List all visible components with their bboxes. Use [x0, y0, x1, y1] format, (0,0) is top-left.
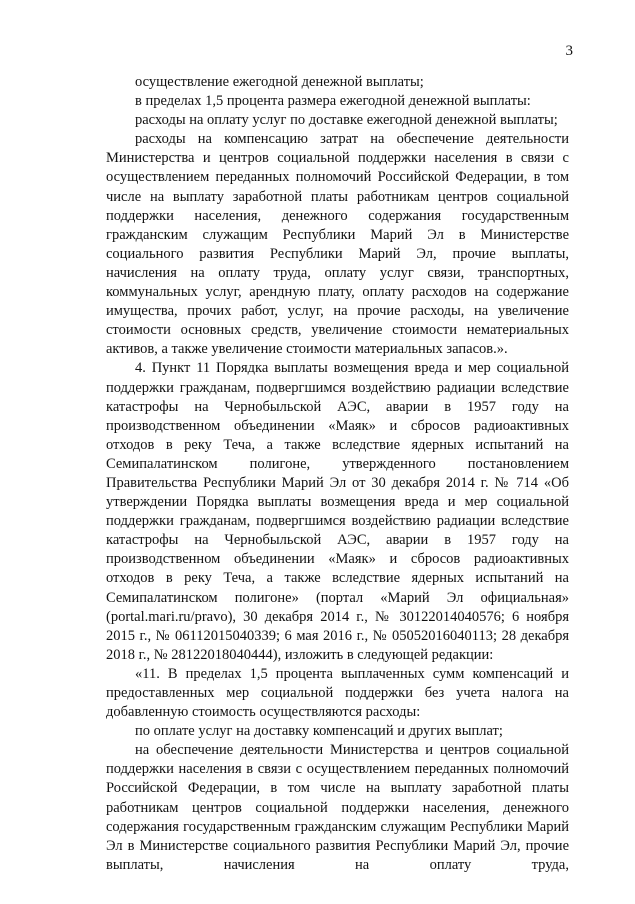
paragraph: расходы на компенсацию затрат на обеспечение деятельности Министерства и центров социальной поддержки населения в связи с осуществлением переданных полномочий Российской Федерации, в том числе на выплату заработной платы работникам центров социальной поддержки населения, денежного содержания государственным гражданским служащим Республики Марий Эл в Министерстве социального развития Республики Марий Эл, прочие выплаты, начисления на оплату труда, оплату услуг связи, транспортных, коммунальных услуг, арендную плату, оплату расходов на содержание имущества, прочих работ, услуг, на прочие расходы, на увеличение стоимости основных средств, увеличение стоимости нематериальных активов, а также увеличение стоимости материальных запасов.».	[106, 131, 569, 358]
paragraph: расходы на оплату услуг по доставке ежегодной денежной выплаты;	[135, 112, 558, 129]
paragraph-amendment-item-4: 4. Пункт 11 Порядка выплаты возмещения вреда и мер социальной поддержки гражданам, подвергшимся воздействию радиации вследствие катастрофы на Чернобыльской АЭС, аварии в 1957 году на производственном объединении «Маяк» и сбросов радиоактивных отходов в реку Теча, а также вследствие ядерных испытаний на Семипалатинском полигоне, утвержденного постановлением Правительства Республики Марий Эл от 30 декабря 2014 г. № 714 «Об утверждении Порядка выплаты возмещения вреда и мер социальной поддержки гражданам, подвергшимся воздействию радиации вследствие катастрофы на Чернобыльской АЭС, аварии в 1957 году на производственном объединении «Маяк» и сбросов радиоактивных отходов в реку Теча, а также вследствие ядерных испытаний на Семипалатинском полигоне» (портал «Марий Эл официальная» (portal.mari.ru/pravo), 30 декабря 2014 г., № 30122014040576; 6 ноября 2015 г., № 06112015040339; 6 мая 2016 г., № 05052016040113; 28 декабря 2018 г., № 28122018040444), изложить в следующей редакции:	[106, 360, 569, 663]
paragraph: осуществление ежегодной денежной выплаты;	[135, 74, 424, 90]
paragraph: в пределах 1,5 процента размера ежегодной денежной выплаты:	[135, 93, 531, 110]
paragraph: по оплате услуг на доставку компенсаций и других выплат;	[135, 723, 503, 740]
document-body	[106, 73, 569, 875]
page-number: 3	[565, 43, 573, 59]
paragraph-new-item-11: «11. В пределах 1,5 процента выплаченных сумм компенсаций и предоставленных мер социальной поддержки без учета налога на добавленную стоимость осуществляются расходы:	[106, 665, 569, 721]
paragraph-continues: на обеспечение деятельности Министерства и центров социальной поддержки населения в связи с осуществлением переданных полномочий Российской Федерации, в том числе на выплату заработной платы работникам центров социальной поддержки населения, денежного содержания государственным гражданским служащим Республики Марий Эл в Министерстве социального развития Республики Марий Эл, прочие выплаты, начисления на оплату труда,	[106, 742, 569, 873]
